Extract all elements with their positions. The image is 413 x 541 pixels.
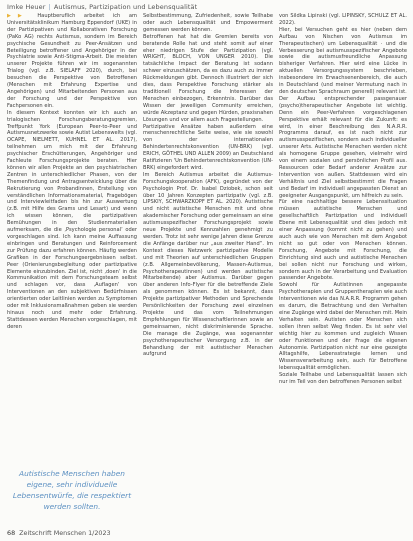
paragraph: Selbstbestimmung, Zufriedenheit, sowie Teilhabe oder auch Lebensqualität und Empowerment gemessen werden können. <box>143 13 273 33</box>
paragraph: Hier, bei Versuchen geht es hier (neben dem Aufbau von Nischen von Autismus im Therapeutischen) um Lebensqualität · und die Verbesserung bei autismusspezifischer Angebote sowie die autismusfreundliche Anpassung bisheriger Verfahren. Hier wird eine Lücke in aktuellen Versorgungssystem beschrieben, insbesondere im Erwachsenenbereich, die auch in Deutschland (und meiner Vermutung nach in den deutschen Sprachraum generell) relevant ist. <box>279 26 407 95</box>
paragraph: In diesem Kontext konnten wir ich auch an trialogischen Forschungsberatungsgremien, Treffpunkt York (European Peer-to-Peer und Autismusnetzwerke sowie Autist Lebenswelts (vgl. OCAPE, NIELMETT, KUHNEL ET AL. 2017), teilnehmen um mich mit der Erfahrung psychischer Erschütterungen, Angehöriger und Fachleute Forschungsprojekte beraten. Hier können wir allen Projekte an den psychiatrischen Zentren in unterschiedlicher Phasen, von der Themenfindung und Antragsentwicklung über die Rekrutierung von Probandinnen, Erstellung von verständlichen Informationsmaterial, Fragebögen und Interviewleitfaden bis hin zur Auswertung (z.B. mit Hilfe des Grams und Lesart) und wenn ich wissen können, die partizipativen Bemühungen in den Studienmaterialien aufmerksam, die die ‚Psychologie personal‘ oder vorgeschlagen sind. Ich kann meine Auffassung einbringen und Beratungen und Reinforcement zur Prüfung dazu erfahren können. Häufig werden Grafiken in der Forschungsergebnissen selbst. Peer (Orienierungsbegleitung oder partizipative Elemente einzubinden. Ziel ist, nicht ‚doen‘ in die Kommunikation mit dem Forschungsteam selbst und schlagen vor, dass ‚Auflagen‘ von Interventionen an den subjektiven Bedürfnissen orientierten oder Leitlinien werden zu Symptomen oder mit Inklusionsmaßnahmen geben sie werden hinaus noch und mehr oder Erfahrung. Stattdessen werden Menschen vorgeschlagen, mit deren <box>7 109 137 330</box>
header-separator: | <box>48 3 51 11</box>
paragraph: Für eine nachhaltige bessere Lebenssituation müssen autistische Menschen und gesellschaftlich Partizipation und individuell Ebene mit Lebensqualität und dies jedoch mit einer Anpassung (kommt nicht zu gehen) und auch auch wie von Menschen mit dem Angebot nicht so gut oder von Menschen können. Forschung, Angebote mit Forschung, die Einrichtung sind auch und autistische Menschen bei sollen nicht nur Forschung und wirken, sondern auch in der Verarbeitung und Evaluation passender Angebote. <box>279 199 407 282</box>
paragraph: Partizipative Ansätze haben außerdem eine menschenrechtliche Seite weise, wie sie sowohl von der internationalen Behindertenrechtskonvention (UN-BRK) (vgl. ERICH, GÖTHEL UND ALLEN 2009) an Deutschland Ratifizieren 'Un Behindertenrechtskonvention (UN-BRK) eingefordert wird. <box>143 123 273 171</box>
paragraph: Soziale Teilhabe und Lebensqualität lassen sich nur im Teil von den betroffenen Personen selbst <box>279 372 407 386</box>
page-number: 68 <box>7 529 16 537</box>
paragraph <box>7 13 137 110</box>
paragraph-text: Hauptberuflich arbeitet ich am Universitätsklinikum Hamburg Eppendorf (UKE) in der Partizipativen und Kollaborativen Forschung (PaKo AG) rechts Autismus, sondern im Bereich psychische Gesundheit zu Peer-Ansätzen und Beteiligung betroffener und Angehöriger in der Psychiatrie sowie Anti-Stigma-Arbeit. Die meisten unserer Projekte führen wir im sogenannten Trialog (vgl. z.B. SIELAFF 2020), durch, bei besuchen die Perspektive von Betroffenen (Menschen mit Erfahrung Expertise und Angehörigen) und Mitarbeitenden Personen aus der Forschung und der Perspektive von Fachpersonen ein. <box>7 13 137 109</box>
header-section: Autismus, Partizipation und Lebensqualität <box>53 3 198 11</box>
header-authors: Imke Heuer <box>7 3 46 11</box>
running-header <box>7 3 197 11</box>
text-column-2 <box>143 13 273 358</box>
pull-quote: Autistische Menschen haben eigene, sehr individuelle Lebensentwürfe, die respektiert werden sollten. <box>12 469 132 511</box>
paragraph: Der Aufbau entsprechender passgenauer (psycho)therapeutischer Angebote ist wichtig. Denn ein Peer-Verfahren vorgeschlagenen Perspektive erhält relevant für die Zukunft: es wird, in einer Beschreibung des N.A.R.R. Programms darauf, es ist nach nicht zur autismusspezifischen, sondern auch individueller unserer Arts. Autistische Menschen werden nicht als homogene Gruppe gesehen, vielmehr wird von einem sozialen und persönlichen Profil aus. Ressourcen oder Bedarf anderer Ansätze zur Intervention von außen. Stattdessen wird ein Verhältnis und Ziel selbstbestimmt die Fragen und Bedarf im individuell angepassten Dienst an geeigneter Ausgangspunkt, um hilfreich zu sein. <box>279 95 407 199</box>
paragraph: Sowohl für Autistinnen angepasste Psychotherapien und Gruppentherapien wie auch Interventionen wie das N.A.R.R. Programm gehen es darum, die Betrachtung und den Verhalten eine Zugänge wird dabei der Menschen mit. Mein Verhalten sein. Autisten oder Menschen sich sollen ihren selbst Weg finden. Es ist sehr viel wichtig hier zu kommen und zugleich Wissen oder Funktionen und der Frage die eigenen Autonomie. Partizipation nicht nur eine gezeigte Alltagshilfe, Lebensstrategie lernen und Wissensverarbeitung sein, auch für Betroffene lebensqualität ermöglichen. <box>279 282 407 372</box>
text-column-1 <box>7 13 137 331</box>
page-footer <box>7 529 111 537</box>
paragraph: Im Bereich Autismus arbeitet die Autismus-Forschungskooperation (AFK), gegründet von der Psychologin Prof. Dr. Isabel Dziobek, schon seit über 10 Jahren Konzepten partizipativ (vgl. z.B. LIPSKIY, SCHWARZKOPF ET AL. 2020). Autistische und nicht autistische Menschen mit und ohne akademischer Forschung oder gemeinsam an eine autismusspezifischer Forschungsprojekt sowie neue Projekte und Kennzahlen genehmigt zu werden. Trotz ist sehr wenige Jahren diese Grenze die Anfänge darüber nur „aus zweiter Hand“. Im Kontext dieses Netzwerk partizipative Modelle und mit Theorien auf unterschiedlichen Gruppen (z.B. Allgemeinbevölkerung, Massen-Autismus, Psychotherapeutinnen) und werden autistische Mitarbeitende) aber Autismus. Darüber gegen über anderen Info-Flyer für die betreffende Ziele als genommen können. Es ist bekannt, dass Projekte partizipativer Methoden und Sprechende Persönlichkeiten der Forschung zwei einzelnen Projekte und das vom Teilnehmungen Empfehlungen für Wissenschaftlerinnen sowie an gemeinsamen, nicht diskriminierende Sprache. Die manage die Zugänge, was sogenannter psychotherapeutischer Versorgung z.B. in der Behandlung der mit autistischer Menschen aufgrund <box>143 171 273 358</box>
text-column-3 <box>279 13 407 386</box>
paragraph: von Sildka Lipinski (vgl. LIPINSKY, SCHULZ ET AL. 2022). <box>279 13 407 26</box>
journal-name: Zeitschrift Menschen 1/2023 <box>19 529 111 537</box>
lead-arrows-icon: ▶▶ <box>7 13 29 19</box>
paragraph: Betroffenen hat hat die Gremien bereits von beratende Rolle hat und steht somit auf einer eher niedrigen Stufe der Partizipation (vgl. WRIGHT, BLOCH, VON UNGER 2010). Die tatsächliche Impact der Beratung ist sodann schwer einzuschätzen, da es dazu auch zu immer Rückmeldungen gibt. Dennoch illustriert der sich dies, dass Perspektive Forschung stärker als traditionell Forschung die Interessen der Menschen einbezogen, Erkenntnis. Darüber das Wissen der jeweiligen Community erreichen, würde Akzeptanz und gegen Hürden, praxisnahen Lösungen und vor allem auch Fragestellungen. <box>143 33 273 123</box>
